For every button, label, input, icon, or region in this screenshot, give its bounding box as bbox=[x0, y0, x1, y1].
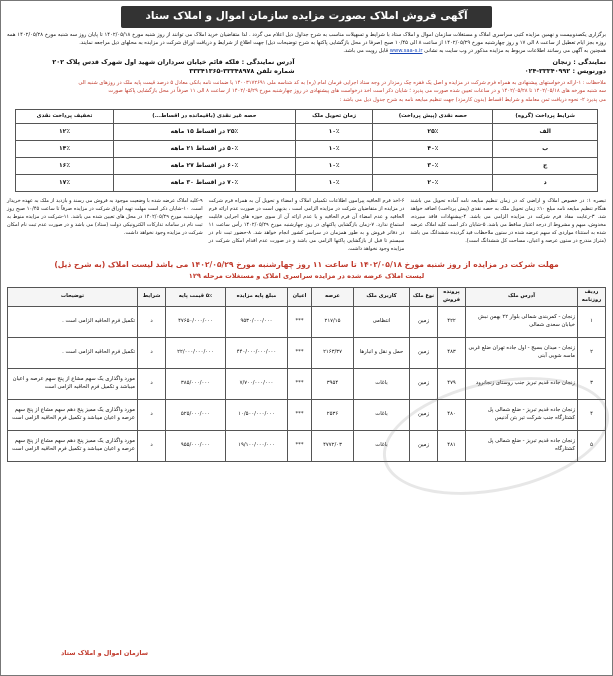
property-cell: ۵ bbox=[578, 431, 606, 462]
terms-cell: ۱۰٪ bbox=[295, 123, 373, 140]
remarks-line-3: می پذیرد ۲- نحوه دریافت ثمن معامله و شرایط اقساط (بدون کارمزد) جهت تنظیم مبایعه نامه به شرح جدول ذیل می باشد : bbox=[339, 96, 606, 103]
property-cell: مورد واگذاری یک سهم مشاع از پنج سهم عرصه و اعیان میباشد و تکمیل فرم الحاقیه الزامی است bbox=[8, 369, 138, 400]
property-cell: ۲۱۷/۱۵ bbox=[312, 307, 354, 338]
notes-columns bbox=[7, 197, 606, 253]
property-cell: ۴۷۷۲/۰۳ bbox=[312, 431, 354, 462]
property-cell: ۵۲۵/۰۰۰/۰۰۰ bbox=[166, 400, 226, 431]
terms-cell: ۴۰٪ bbox=[373, 140, 493, 157]
property-cell: *** bbox=[288, 307, 312, 338]
property-header-cell: آدرس ملک bbox=[466, 288, 578, 307]
terms-cell: ج bbox=[493, 157, 598, 174]
representative-address: آدرس نمایندگی : فلکه قائم خیابان سرداران شهید اول شهرک قدس پلاک ۲۰۲ bbox=[52, 57, 295, 66]
property-header-row bbox=[8, 288, 606, 307]
property-table bbox=[7, 287, 606, 462]
representative-block bbox=[7, 58, 606, 77]
property-cell: ۴۲۲ bbox=[438, 307, 466, 338]
property-cell: زمین bbox=[410, 431, 438, 462]
payment-terms-wrap bbox=[7, 109, 606, 192]
property-list-title: لیست املاک عرضه شده در مزایده سراسری املاک و مستغلات مرحله ۱۲۹ bbox=[188, 272, 425, 281]
intro-part3: مزایده به محلهای ذیل مراجعه نمایند. bbox=[79, 40, 159, 47]
intro-part4-suffix: قابل رویت می باشد. bbox=[343, 48, 389, 55]
property-cell: ۳۹۵۴ bbox=[312, 369, 354, 400]
terms-cell: ۱۰٪ bbox=[295, 157, 373, 174]
representative-phone: شماره تلفن ۳۳۳۴۸۹۷۸-۳۳۳۴۱۳۶۵ bbox=[189, 67, 295, 76]
terms-cell: ۱۷٪ bbox=[16, 174, 114, 191]
payment-terms-row bbox=[16, 174, 598, 191]
intro-part2: روز سه شنبه مورخ ۱۴۰۲/۰۵/۲۸ همه روزه بجز ایام تعطیل از ساعت ۸ الی ۱۷ و روز چهارشنبه مورخ ۱۴۰۲/۰۵/۲۹ از ساعت ۸ الی ۱۰/۴۵ صبح (صرفا در محل بازگشایی پاکتها به شرح توضیحات ذیل) جهت اطلاع از شرایط و دریافت اوراق شرکت در bbox=[7, 31, 606, 47]
property-cell: زنجان جاده قدیم تبریز جنب روستای زنجانرود bbox=[466, 369, 578, 400]
property-cell: ۳ bbox=[578, 369, 606, 400]
payment-terms-row bbox=[16, 140, 598, 157]
terms-cell: ۵۰٪ در اقساط ۲۱ ماهه bbox=[114, 140, 296, 157]
property-cell: زمین bbox=[410, 400, 438, 431]
remarks-text bbox=[7, 79, 606, 104]
property-cell: ۲۵۳۶ bbox=[312, 400, 354, 431]
property-cell: ۱ bbox=[578, 307, 606, 338]
property-cell: ۲۱۶۳/۳۷ bbox=[312, 338, 354, 369]
property-cell: د bbox=[138, 369, 166, 400]
representative-fax: دورنویس : ۳۳۳۴۰۹۹۲-۰۲۴ bbox=[524, 67, 606, 76]
property-header-cell: کاربری ملک bbox=[354, 288, 410, 307]
property-cell: ۴۸۱ bbox=[438, 431, 466, 462]
notes-right: تبصره ۱: در خصوص املاک و اراضی که در زمان تنظیم مبایعه نامه آماده تحویل می باشند هنگام تنظیم مبایعه نامه مبلغ ۱۰٪ زمان تحویل ملک به حصه نقدی (پیش پرداخت) اضافه خواهد شد. ۳-رعایت مفاد فرم شرکت در مزایده الزامی می باشد. ۴-پیشنهادات فاقد سپرده، مخدوش، مبهم و مشروط از درجه اعتبار ساقط می باشد. ۵-شایان ذکر است کلیه املاک عرضه شده به استثناء مواردی که سهم عرضه شده در ستون ملاحظات قید گردیده ششدانگ می باشد (متراژ مندرج در ستون عرصه و اعیان، مساحت کل ششدانگ است). bbox=[410, 197, 606, 244]
property-cell: د bbox=[138, 400, 166, 431]
property-cell: *** bbox=[288, 400, 312, 431]
terms-cell: ۲۵٪ bbox=[373, 123, 493, 140]
property-cell: زمین bbox=[410, 369, 438, 400]
property-cell: زمین bbox=[410, 338, 438, 369]
terms-cell: د bbox=[493, 174, 598, 191]
notes-left: ۹-کلیه املاک عرضه شده با وضعیت موجود به فروش می رسند و بازدید از ملک به عهده خریدار است. ۱۰-شایان ذکر است مهلت تهیه اوراق شرکت در مزایده صرفاً تا ساعت ۱۰/۴۵ صبح روز چهارشنبه مورخ ۱۴۰۲/۰۵/۲۹ در محل های تعیین شده می باشد. ۱۱-شرکت در مزایده منوط به ثبت نام در سامانه تدارکات الکترونیکی دولت (ستاد) می باشد و در صورت عدم ثبت نام امکان شرکت در مزایده وجود نخواهد داشت. bbox=[6, 197, 203, 236]
terms-cell: ۱۰٪ bbox=[295, 174, 373, 191]
property-cell: مورد واگذاری یک ممیز پنج دهم سهم مشاع از پنج سهم عرصه و اعیان میباشد و تکمیل فرم الحاقیه الزامی است bbox=[8, 400, 138, 431]
property-cell: د bbox=[138, 307, 166, 338]
property-header-cell: اعیان bbox=[288, 288, 312, 307]
property-cell: تکمیل فرم الحاقیه الزامی است . bbox=[8, 307, 138, 338]
property-cell: زنجان جاده قدیم تبریز - ضلع شمالی پل کشتارگاه bbox=[466, 431, 578, 462]
property-row bbox=[8, 400, 606, 431]
property-cell: زنجان جاده قدیم تبریز - ضلع شمالی پل کشتارگاه جنب شرکت تیر بتن آدنیس bbox=[466, 400, 578, 431]
payment-terms-header-row bbox=[16, 109, 598, 123]
property-header-cell: توضیحات bbox=[8, 288, 138, 307]
terms-cell: ب bbox=[493, 140, 598, 157]
property-cell: د bbox=[138, 431, 166, 462]
property-cell: ۴۴۰/۰۰۰/۰۰۰/۰۰۰ bbox=[226, 338, 288, 369]
terms-cell: ۱۶٪ bbox=[16, 157, 114, 174]
payment-terms-row bbox=[16, 157, 598, 174]
terms-header-cell: تخفیف پرداخت نقدی bbox=[16, 109, 114, 123]
property-cell: *** bbox=[288, 431, 312, 462]
intro-part1: برگزاری یکصدوبیست و نهمین مزایده کتبی سراسری املاک و مستغلات سازمان اموال و املاک ستاد با شرایط و تسهیلات مناسب به شرح جداول ذیل اعلام می گردد . لذا متقاضیان خرید املاک می توانند از روز شنبه مورخ ۱۴۰۲/۰۵/۱۸ تا پایان bbox=[88, 31, 607, 38]
representative-right bbox=[318, 58, 606, 77]
terms-cell: ۷۰٪ در اقساط ۳۰ ماهه bbox=[114, 174, 296, 191]
property-cell: انتظامی bbox=[354, 307, 410, 338]
property-cell: ۴۷۶۵۰/۰۰۰/۰۰۰ bbox=[166, 307, 226, 338]
property-cell: ۳۸۵/۰۰۰/۰۰۰ bbox=[166, 369, 226, 400]
footer-org-name: سازمان اموال و املاک ستاد bbox=[61, 649, 149, 658]
property-cell: ۴۸۰ bbox=[438, 400, 466, 431]
property-cell: ۹۵۳۰/۰۰۰/۰۰۰ bbox=[226, 307, 288, 338]
ad-title-bar bbox=[7, 6, 606, 28]
property-cell: ۷/۷۰۰/۰۰۰/۰۰۰ bbox=[226, 369, 288, 400]
property-row bbox=[8, 431, 606, 462]
property-cell: ۴ bbox=[578, 400, 606, 431]
property-cell: مورد واگذاری یک ممیز پنج دهم سهم مشاع از پنج سهم عرصه و اعیان میباشد و تکمیل فرم الحاقیه الزامی است bbox=[8, 431, 138, 462]
property-cell: *** bbox=[288, 338, 312, 369]
property-cell: ۲ bbox=[578, 338, 606, 369]
property-row bbox=[8, 369, 606, 400]
terms-cell: ۱۰٪ bbox=[295, 140, 373, 157]
property-cell: تکمیل فرم الحاقیه الزامی است . bbox=[8, 338, 138, 369]
property-cell: باغات bbox=[354, 400, 410, 431]
terms-cell: الف bbox=[493, 123, 598, 140]
payment-terms-row bbox=[16, 123, 598, 140]
terms-cell: ۶۰٪ در اقساط ۲۷ ماهه bbox=[114, 157, 296, 174]
property-header-cell: پرونده فروش bbox=[438, 288, 466, 307]
property-header-cell: نوع ملک bbox=[410, 288, 438, 307]
property-cell: حمل و نقل و انبارها bbox=[354, 338, 410, 369]
property-cell: زمین bbox=[410, 307, 438, 338]
intro-part4-prefix: همچنین به آگهی می رسانند اطلاعات مربوط به مزایده مذکور در وب سایت به نشانی bbox=[424, 48, 606, 55]
terms-cell: ۳۰٪ bbox=[373, 157, 493, 174]
auction-deadline: مهلت شرکت در مزایده از روز شنبه مورخ ۱۴۰۲/۰۵/۱۸ تا ساعت ۱۱ روز چهارشنبه مورخ ۱۴۰۲/۰۵/۲۹ می باشد لیست املاک (به شرح ذیل) bbox=[54, 259, 559, 269]
intro-paragraph bbox=[7, 31, 606, 56]
terms-header-cell: زمان تحویل ملک bbox=[295, 109, 373, 123]
property-cell: زنجان - کمربندی شمالی بلوار ۲۲ بهمن نبش خیابان سعدی شمالی bbox=[466, 307, 578, 338]
property-row bbox=[8, 338, 606, 369]
terms-cell: ۲۵٪ در اقساط ۱۵ ماهه bbox=[114, 123, 296, 140]
property-cell: ۱۹/۱۰۰/۰۰۰/۰۰۰ bbox=[226, 431, 288, 462]
representative-left bbox=[7, 58, 295, 77]
notes-middle: ۶-اخذ فرم الحاقیه پیرامون اطلاعات تکمیلی املاک و امضاء و تحویل آن به همراه فرم شرکت در مزایده از متقاضیان شرکت در مزایده الزامی است ، بدیهی است در صورت عدم ارائه فرم الحاقیه و عدم امضاء آن فرم الحاقیه و یا عدم ارائه آن از سوی حوزه های اجرایی قابلیت استماع ندارد. ۷-زمان بازگشایی پاکتهای در روز چهارشنبه مورخ ۱۴۰۲/۰۵/۲۹ رأس ساعت ۱۱ در دفاتر فروش و به طور همزمان در سراسر کشور انجام خواهد شد. ۸-حضور ثبت نام در سیستم تا قبل از بازگشایی پاکتها الزامی می باشد و در صورت عدم اقدام امکان شرکت در مزایده وجود نخواهد داشت. bbox=[208, 197, 405, 252]
remarks-line-1: ملاحظات : ۱-ارائه درخواستهای پیشنهادی به همراه فرم شرکت در مزایده و اصل یک فقره چک رمزدار در وجه ستاد اجرایی فرمان امام (ره) به کد شناسه ملی ۱۴۰۰۳۱۷۲۶۹۱ یا ضمانت نامه بانکی معادل ۵ درصد قیمت پایه ملک در روزهای شنبه الی bbox=[78, 79, 606, 86]
property-cell: ۱۰/۵۰۰/۰۰۰/۰۰۰ bbox=[226, 400, 288, 431]
property-cell: باغات bbox=[354, 369, 410, 400]
property-cell: ۲۲/۰۰۰/۰۰۰/۰۰۰ bbox=[166, 338, 226, 369]
property-cell: ۴۸۳ bbox=[438, 338, 466, 369]
remarks-line-2: سه شنبه مورخه های ۱۴۰۲/۰۵/۱۸ تا ۱۴۰۲/۰۵/۲۸ و در ساعات تعیین شده صورت می پذیرد ؛ شایان ذکر است اخذ درخواست های پیشنهادی در روز چهارشنبه مورخ ۱۴۰۲/۰۵/۲۹ از ساعت ۸ الی ۱۱ صرفاً در محل بازگشایی پاکتها صورت bbox=[108, 88, 606, 95]
property-header-cell: عرصه bbox=[312, 288, 354, 307]
ad-title: آگهی فروش املاک بصورت مزایده سازمان اموال و املاک ستاد bbox=[121, 6, 491, 28]
payment-terms-table bbox=[15, 109, 598, 192]
property-cell: باغات bbox=[354, 431, 410, 462]
property-header-cell: ۵٪ قیمت پایه bbox=[166, 288, 226, 307]
terms-header-cell: حصه غیر نقدی (باقیمانده در اقساط...) bbox=[114, 109, 296, 123]
property-cell: *** bbox=[288, 369, 312, 400]
representative-name: نمایندگی : زنجان bbox=[552, 57, 606, 66]
terms-header-cell: حصه نقدی (پیش پرداخت) bbox=[373, 109, 493, 123]
terms-header-cell: شرایط پرداخت (گروه) bbox=[493, 109, 598, 123]
terms-cell: ۱۲٪ bbox=[16, 123, 114, 140]
property-header-cell: مبلغ پایه مزایده bbox=[226, 288, 288, 307]
property-header-cell: شرایط bbox=[138, 288, 166, 307]
property-cell: زنجان - میدان بسیج - اول جاده تهران ضلع غربی ماسه شویی آبنی bbox=[466, 338, 578, 369]
terms-cell: ۲۰٪ bbox=[373, 174, 493, 191]
website-link[interactable]: www.saa-s.ir bbox=[389, 48, 423, 55]
property-row bbox=[8, 307, 606, 338]
property-cell: ۹۵۵/۰۰۰/۰۰۰ bbox=[166, 431, 226, 462]
property-header-cell: ردیف روزنامه bbox=[578, 288, 606, 307]
terms-cell: ۱۴٪ bbox=[16, 140, 114, 157]
property-cell: ۴۷۹ bbox=[438, 369, 466, 400]
property-cell: د bbox=[138, 338, 166, 369]
